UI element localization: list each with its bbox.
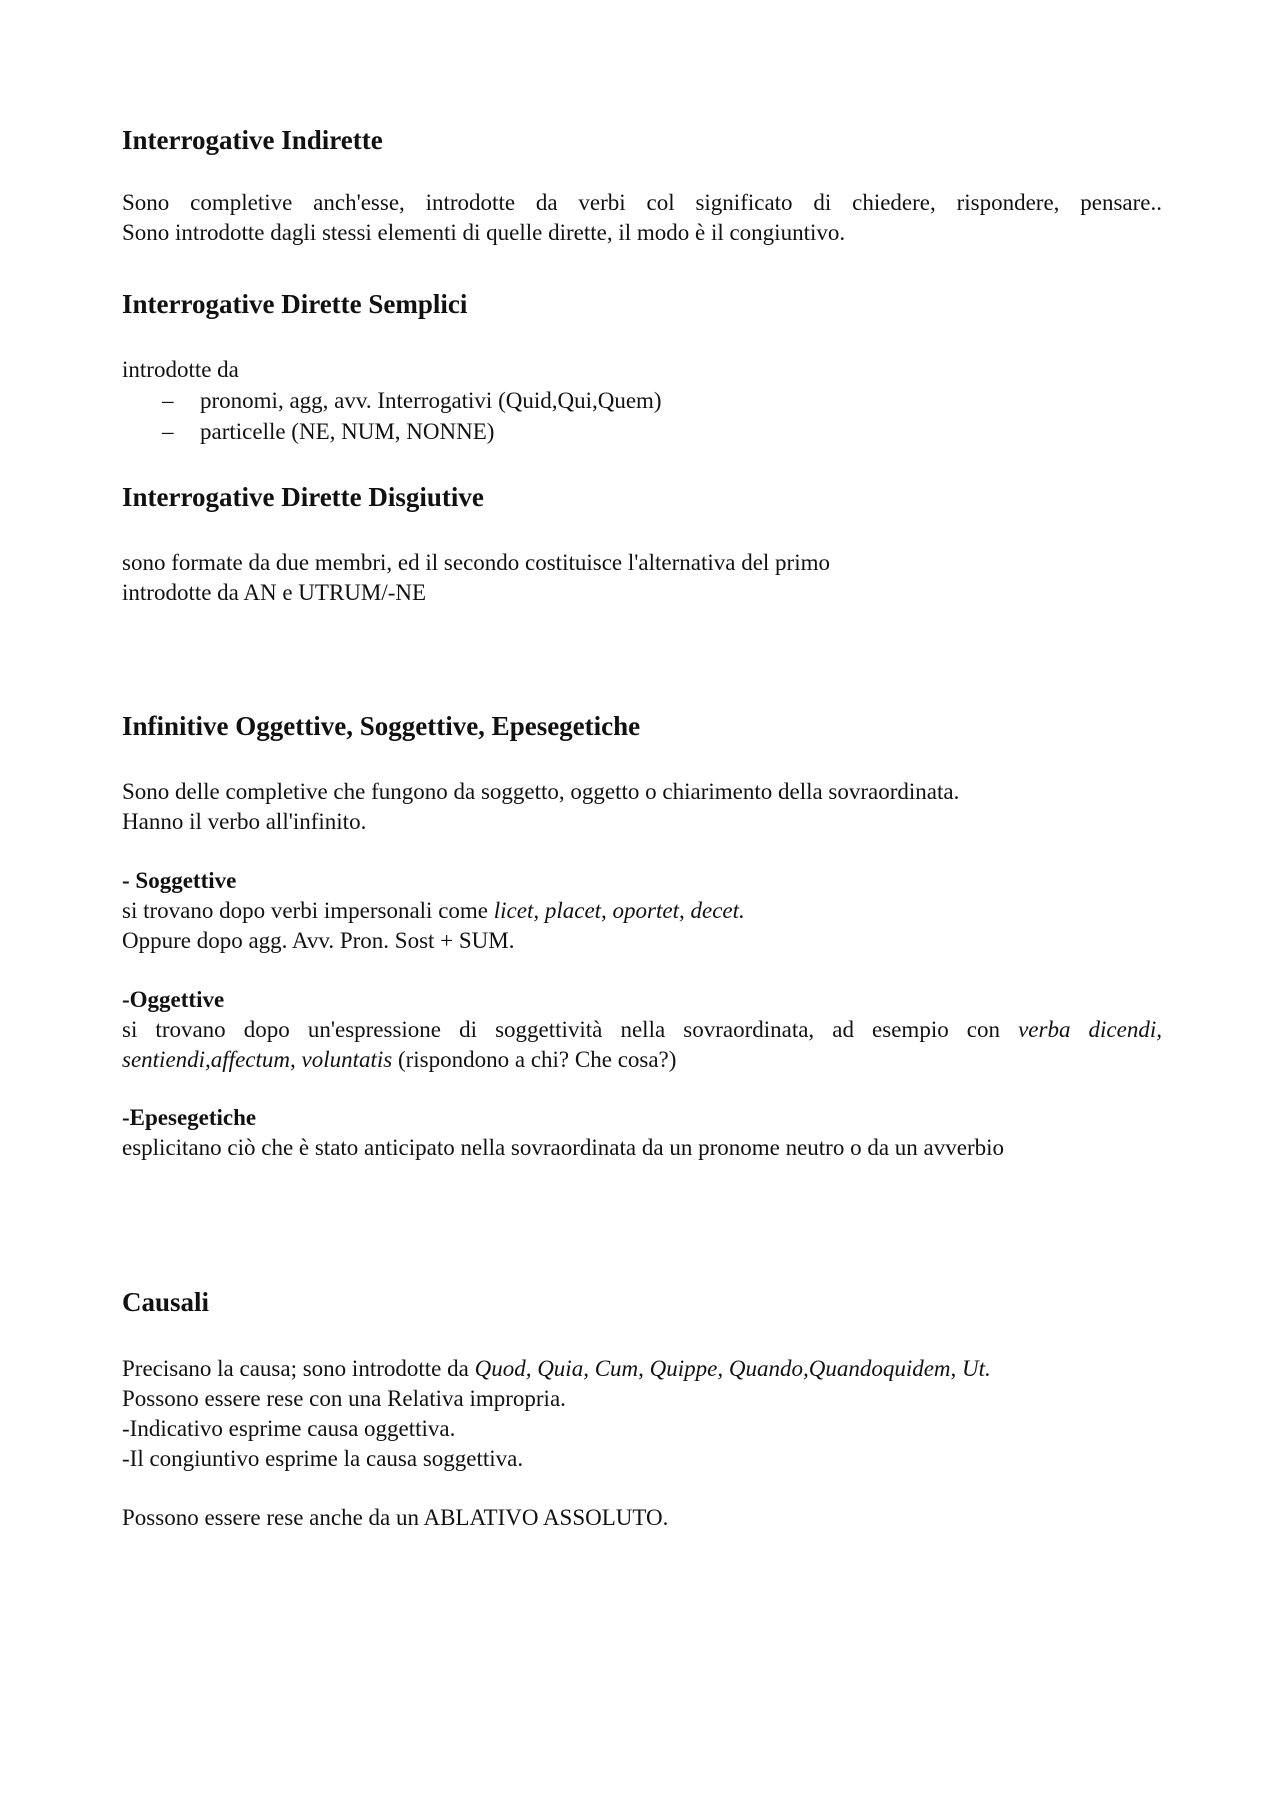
section-body bbox=[122, 188, 1162, 248]
list-item bbox=[122, 385, 1162, 416]
section-body bbox=[122, 1503, 1162, 1533]
text-run: si trovano dopo un'espressione di soggettività nella sovraordinata, ad esempio con bbox=[122, 1017, 1019, 1042]
list-item-text: pronomi, agg, avv. Interrogativi (Quid,Qui,Quem) bbox=[200, 388, 662, 413]
paragraph-line: Hanno il verbo all'infinito. bbox=[122, 809, 367, 834]
subsection-heading: - Soggettive bbox=[122, 868, 237, 893]
paragraph-line: -Il congiuntivo esprime la causa soggettiva. bbox=[122, 1446, 524, 1471]
subsection-heading: -Epesegetiche bbox=[122, 1105, 257, 1130]
subsection-epesegetiche bbox=[122, 1103, 1162, 1163]
dash-list bbox=[122, 385, 1162, 447]
list-item-text: particelle (NE, NUM, NONNE) bbox=[200, 419, 495, 444]
dash-bullet: – bbox=[162, 388, 174, 413]
paragraph-line bbox=[122, 1354, 1162, 1384]
paragraph-line: Possono essere rese anche da un ABLATIVO ASSOLUTO. bbox=[122, 1505, 669, 1530]
italic-text-run: licet, placet, oportet, decet. bbox=[493, 898, 745, 923]
section-body bbox=[122, 355, 1162, 447]
paragraph-line: sono formate da due membri, ed il secondo costituisce l'alternativa del primo bbox=[122, 550, 830, 575]
italic-text-run: Quod, Quia, Cum, Quippe, Quando,Quandoquidem, Ut. bbox=[474, 1356, 991, 1381]
subsection-soggettive bbox=[122, 866, 1162, 956]
section-title: Causali bbox=[122, 1287, 210, 1317]
paragraph-line: esplicitano ciò che è stato anticipato nella sovraordinata da un pronome neutro o da un avverbio bbox=[122, 1135, 1005, 1160]
text-run: Precisano la causa; sono introdotte da bbox=[122, 1356, 475, 1381]
section-title: Interrogative Dirette Disgiutive bbox=[122, 482, 484, 512]
paragraph-line bbox=[122, 896, 1162, 926]
section-causali bbox=[122, 1286, 1162, 1318]
section-interrogative-indirette bbox=[122, 124, 1162, 156]
paragraph-line bbox=[122, 1045, 1162, 1075]
section-title: Infinitive Oggettive, Soggettive, Epesegetiche bbox=[122, 711, 641, 741]
dash-bullet: – bbox=[162, 419, 174, 444]
section-body bbox=[122, 777, 1162, 837]
paragraph-line: Oppure dopo agg. Avv. Pron. Sost + SUM. bbox=[122, 928, 515, 953]
subsection-heading: -Oggettive bbox=[122, 987, 225, 1012]
list-item bbox=[122, 416, 1162, 447]
section-title: Interrogative Dirette Semplici bbox=[122, 289, 468, 319]
paragraph-line bbox=[122, 1015, 1162, 1045]
paragraph-line: Sono completive anch'esse, introdotte da verbi col significato di chiedere, rispondere, pensare.. bbox=[122, 190, 1162, 215]
section-body bbox=[122, 548, 1162, 608]
italic-text-run: sentiendi,affectum, voluntatis bbox=[122, 1047, 393, 1072]
paragraph-line: introdotte da AN e UTRUM/-NE bbox=[122, 580, 427, 605]
paragraph-line: Sono introdotte dagli stessi elementi di quelle dirette, il modo è il congiuntivo. bbox=[122, 220, 846, 245]
text-run: (rispondono a chi? Che cosa?) bbox=[392, 1047, 677, 1072]
paragraph-line: introdotte da bbox=[122, 357, 239, 382]
section-body bbox=[122, 1354, 1162, 1474]
paragraph-line: Possono essere rese con una Relativa impropria. bbox=[122, 1386, 566, 1411]
section-title: Interrogative Indirette bbox=[122, 125, 383, 155]
section-interrogative-dirette-semplici bbox=[122, 288, 1162, 320]
italic-text-run: verba dicendi, bbox=[1018, 1017, 1162, 1042]
section-interrogative-dirette-disgiutive bbox=[122, 481, 1162, 513]
text-run: si trovano dopo verbi impersonali come bbox=[122, 898, 494, 923]
paragraph-line: Sono delle completive che fungono da soggetto, oggetto o chiarimento della sovraordinata. bbox=[122, 779, 960, 804]
paragraph-line: -Indicativo esprime causa oggettiva. bbox=[122, 1416, 456, 1441]
subsection-oggettive bbox=[122, 985, 1162, 1075]
section-infinitive bbox=[122, 710, 1162, 742]
